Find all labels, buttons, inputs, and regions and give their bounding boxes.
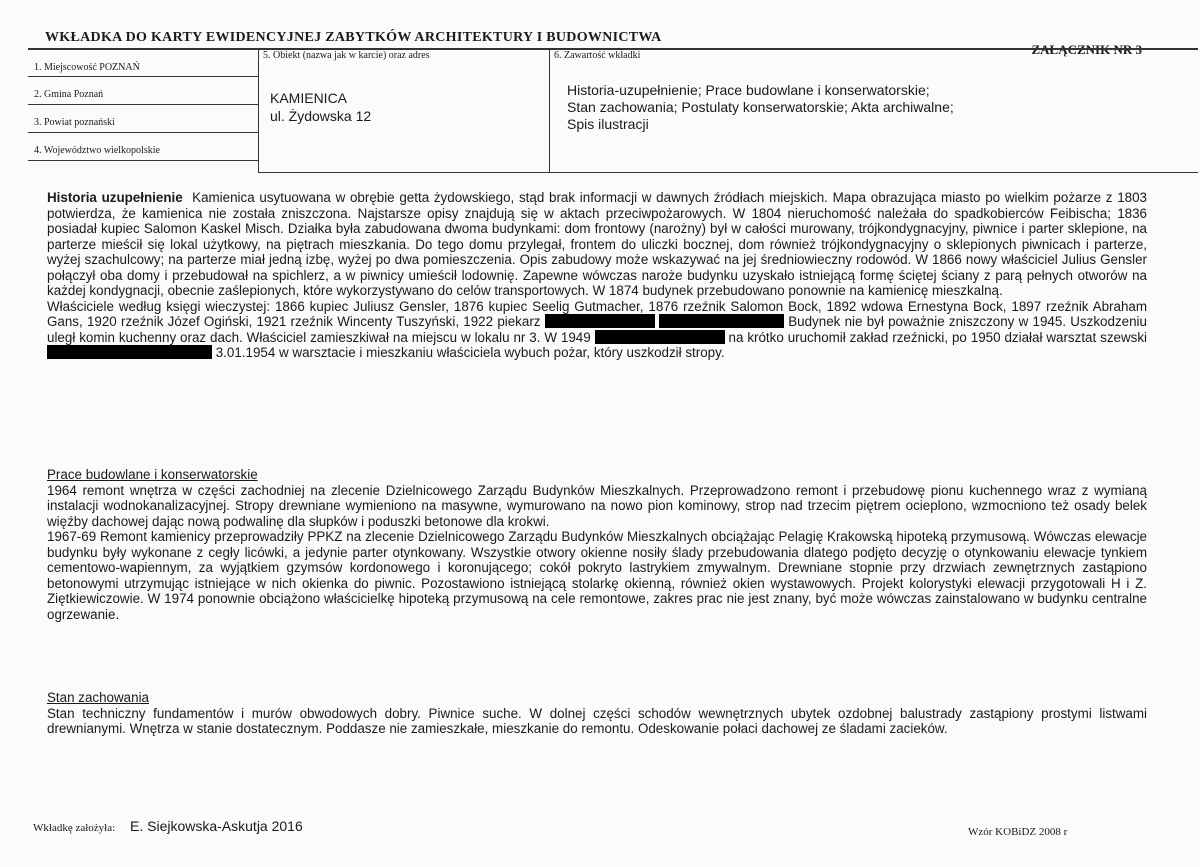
history-section — [47, 190, 1147, 361]
document-title: WKŁADKA DO KARTY EWIDENCYJNEJ ZABYTKÓW ARCHITEKTURY I BUDOWNICTWA — [45, 30, 662, 45]
field-contents-label: 6. Zawartość wkładki — [554, 50, 641, 61]
condition-paragraph: Stan techniczny fundamentów i murów obwodowych dobry. Piwnice suche. W dolnej części schodów wewnętrznych ubytek ozdobnej balustrady zastąpiony prostymi listwami drewnianymi. Wnętrza w stanie dostatecznym. Poddasze nie zamieszkałe, mieszkanie do remontu. Odeskowanie połaci dachowej ze śladami zacieków. — [47, 705, 1147, 736]
field-district: 3. Powiat poznański — [34, 117, 115, 128]
author-name: E. Siejkowska-Askutja 2016 — [130, 818, 303, 834]
owners-text-a: Właściciele według księgi wieczystej: 1866 kupiec Juliusz Gensler, 1876 kupiec Seelig Gutmacher, 1876 rzeźnik Salomon Bock, 1892 wdowa Ernestyna Bock, 1897 rzeźnik Abraham Gans, 1920 rzeźnik Józef Ogiński, 1921 rzeźnik Wincenty Tuszyński, 1922 piekarz — [47, 298, 1147, 329]
history-paragraph — [47, 190, 1147, 299]
form-bottom-border — [258, 172, 1198, 173]
attachment-number — [1031, 42, 1142, 58]
form-row-line-4 — [28, 160, 258, 161]
construction-paragraph-1: 1964 remont wnętrza w części zachodniej na zlecenie Dzielnicowego Zarządu Budynków Mieszkalnych. Przeprowadzono remont i przebudowę pionu kuchennego wraz z wymianą instalacji wodnokanalizacyjnej. Stropy drewniane wymieniono na masywne, wymurowano na nowo pion kominowy, strop nad trzecim piętrem ocieplono, wzmocniono też osady belek więźby dachowej dając nową podwalinę dla słupków i poduszki betonowe dla krokwi. — [47, 482, 1147, 529]
construction-heading: Prace budowlane i konserwatorskie — [47, 467, 258, 482]
history-text: Kamienica usytuowana w obrębie getta żydowskiego, stąd brak informacji w dawnych źródłach miejskich. Mapa obrazująca miasto po wielkim pożarze z 1803 potwierdza, że kamienica nie została zniszczona. Najstarsze opisy znajdują się w aktach przeciwpożarowych. W 1804 nieruchomość należała do spadkobierców Feibischa; 1836 posiadał kupiec Salomon Kaskel Misch. Działka była zabudowana dwoma budynkami: dom frontowy (narożny) był w całości murowany, trójkondygnacyjny, piwnice i parter sklepione, na parterze mieścił się lokal użytkowy, na piętrach mieszkania. Do tego domu przylegał, frontem do uliczki bocznej, dom również trójkondygnacyjny o sklepionych piwnicach i parterze, wyżej szachulcowy; na parterze miał jedną izbę, wyżej po dwa pomieszczenia. Opis zabudowy może wskazywać na jej średniowieczny rodowód. W 1866 nowy właściciel Julius Gensler połączył oba domy i przebudował na spichlerz, a w piwnicy umieścił lodownię. Zapewne wówczas naroże budynku uzyskało istniejącą formę ściętej ściany z parą pełnych otworów na każdej kondygnacji, obecnie zaślepionych, które wykorzystywano do celów transportowych. W 1874 budynek przebudowano ponownie na kamienicę mieszkalną. — [47, 190, 1148, 298]
owners-paragraph — [47, 299, 1147, 361]
form-row-line-2 — [28, 104, 258, 105]
condition-heading: Stan zachowania — [47, 690, 149, 705]
redaction-box — [595, 330, 725, 344]
form-row-line-3 — [28, 132, 258, 133]
owners-text-d: 3.01.1954 w warsztacie i mieszkaniu właściciela wybuch pożar, który uszkodził stropy. — [215, 345, 725, 360]
owners-text-c: na krótko uruchomił zakład rzeźnicki, po 1950 działał warsztat szewski — [728, 329, 1147, 345]
template-label: Wzór KOBiDZ 2008 r — [968, 826, 1068, 838]
construction-paragraph-2: 1967-69 Remont kamienicy przeprowadziły PPKZ na zlecenie Dzielnicowego Zarządu Budynków Mieszkalnych obciążając Pelagię Krakowską hipoteką przymusową. Wówczas elewacje budynku były wykonane z cegły licówki, a jedynie parter otynkowany. Wszystkie otwory okienne nosiły ślady przebudowania dlatego podjęto decyzję o otynkowaniu elewacje tynkiem cementowo-wapiennym, za wyjątkiem gzymsów kordonowego i koronującego; cokół pokryto lastrykiem zmywalnym. Drewniane stopnie przy drzwiach zewnętrznych zastąpiono betonowymi utrzymując istniejące w nich okienka do piwnic. Pozostawiono istniejącą stolarkę okienną, również okien wystawowych. Projekt kolorystyki elewacji przygotowali H i Z. Ziętkiewiczowie. W 1974 ponownie obciążono właścicielkę hipoteką przymusową na cele remontowe, zakres prac nie jest znany, być może wówczas zainstalowano w budynku centralne ogrzewanie. — [47, 529, 1147, 622]
owners-text-b: Budynek nie był poważnie zniszczony w 1945. Uszkodzeniu uległ komin kuchenny oraz dach. Właściciel zamieszkiwał na miejscu w lokalu nr 3. W 1949 — [47, 314, 1147, 345]
form-divider-left — [258, 48, 259, 172]
redaction-box — [47, 345, 212, 359]
redaction-box — [545, 314, 655, 328]
field-commune: 2. Gmina Poznań — [34, 89, 104, 100]
field-object-label: 5. Obiekt (nazwa jak w karcie) oraz adres — [263, 50, 430, 61]
condition-section — [47, 690, 1147, 737]
object-name: KAMIENICA — [270, 90, 348, 106]
form-divider-right — [549, 48, 550, 172]
field-locality: 1. Miejscowość POZNAŃ — [34, 62, 140, 73]
field-voivodeship: 4. Województwo wielkopolskie — [34, 145, 160, 156]
form-row-line-1 — [28, 76, 258, 77]
history-heading: Historia uzupełnienie — [47, 190, 183, 205]
object-address: ul. Żydowska 12 — [270, 108, 372, 124]
construction-section — [47, 467, 1147, 622]
contents-line-1: Historia-uzupełnienie; Prace budowlane i konserwatorskie; — [567, 82, 930, 98]
contents-line-3: Spis ilustracji — [567, 116, 649, 132]
contents-line-2: Stan zachowania; Postulaty konserwatorskie; Akta archiwalne; — [567, 99, 954, 115]
author-label: Wkładkę założyła: — [33, 822, 116, 834]
redaction-box — [659, 314, 784, 328]
